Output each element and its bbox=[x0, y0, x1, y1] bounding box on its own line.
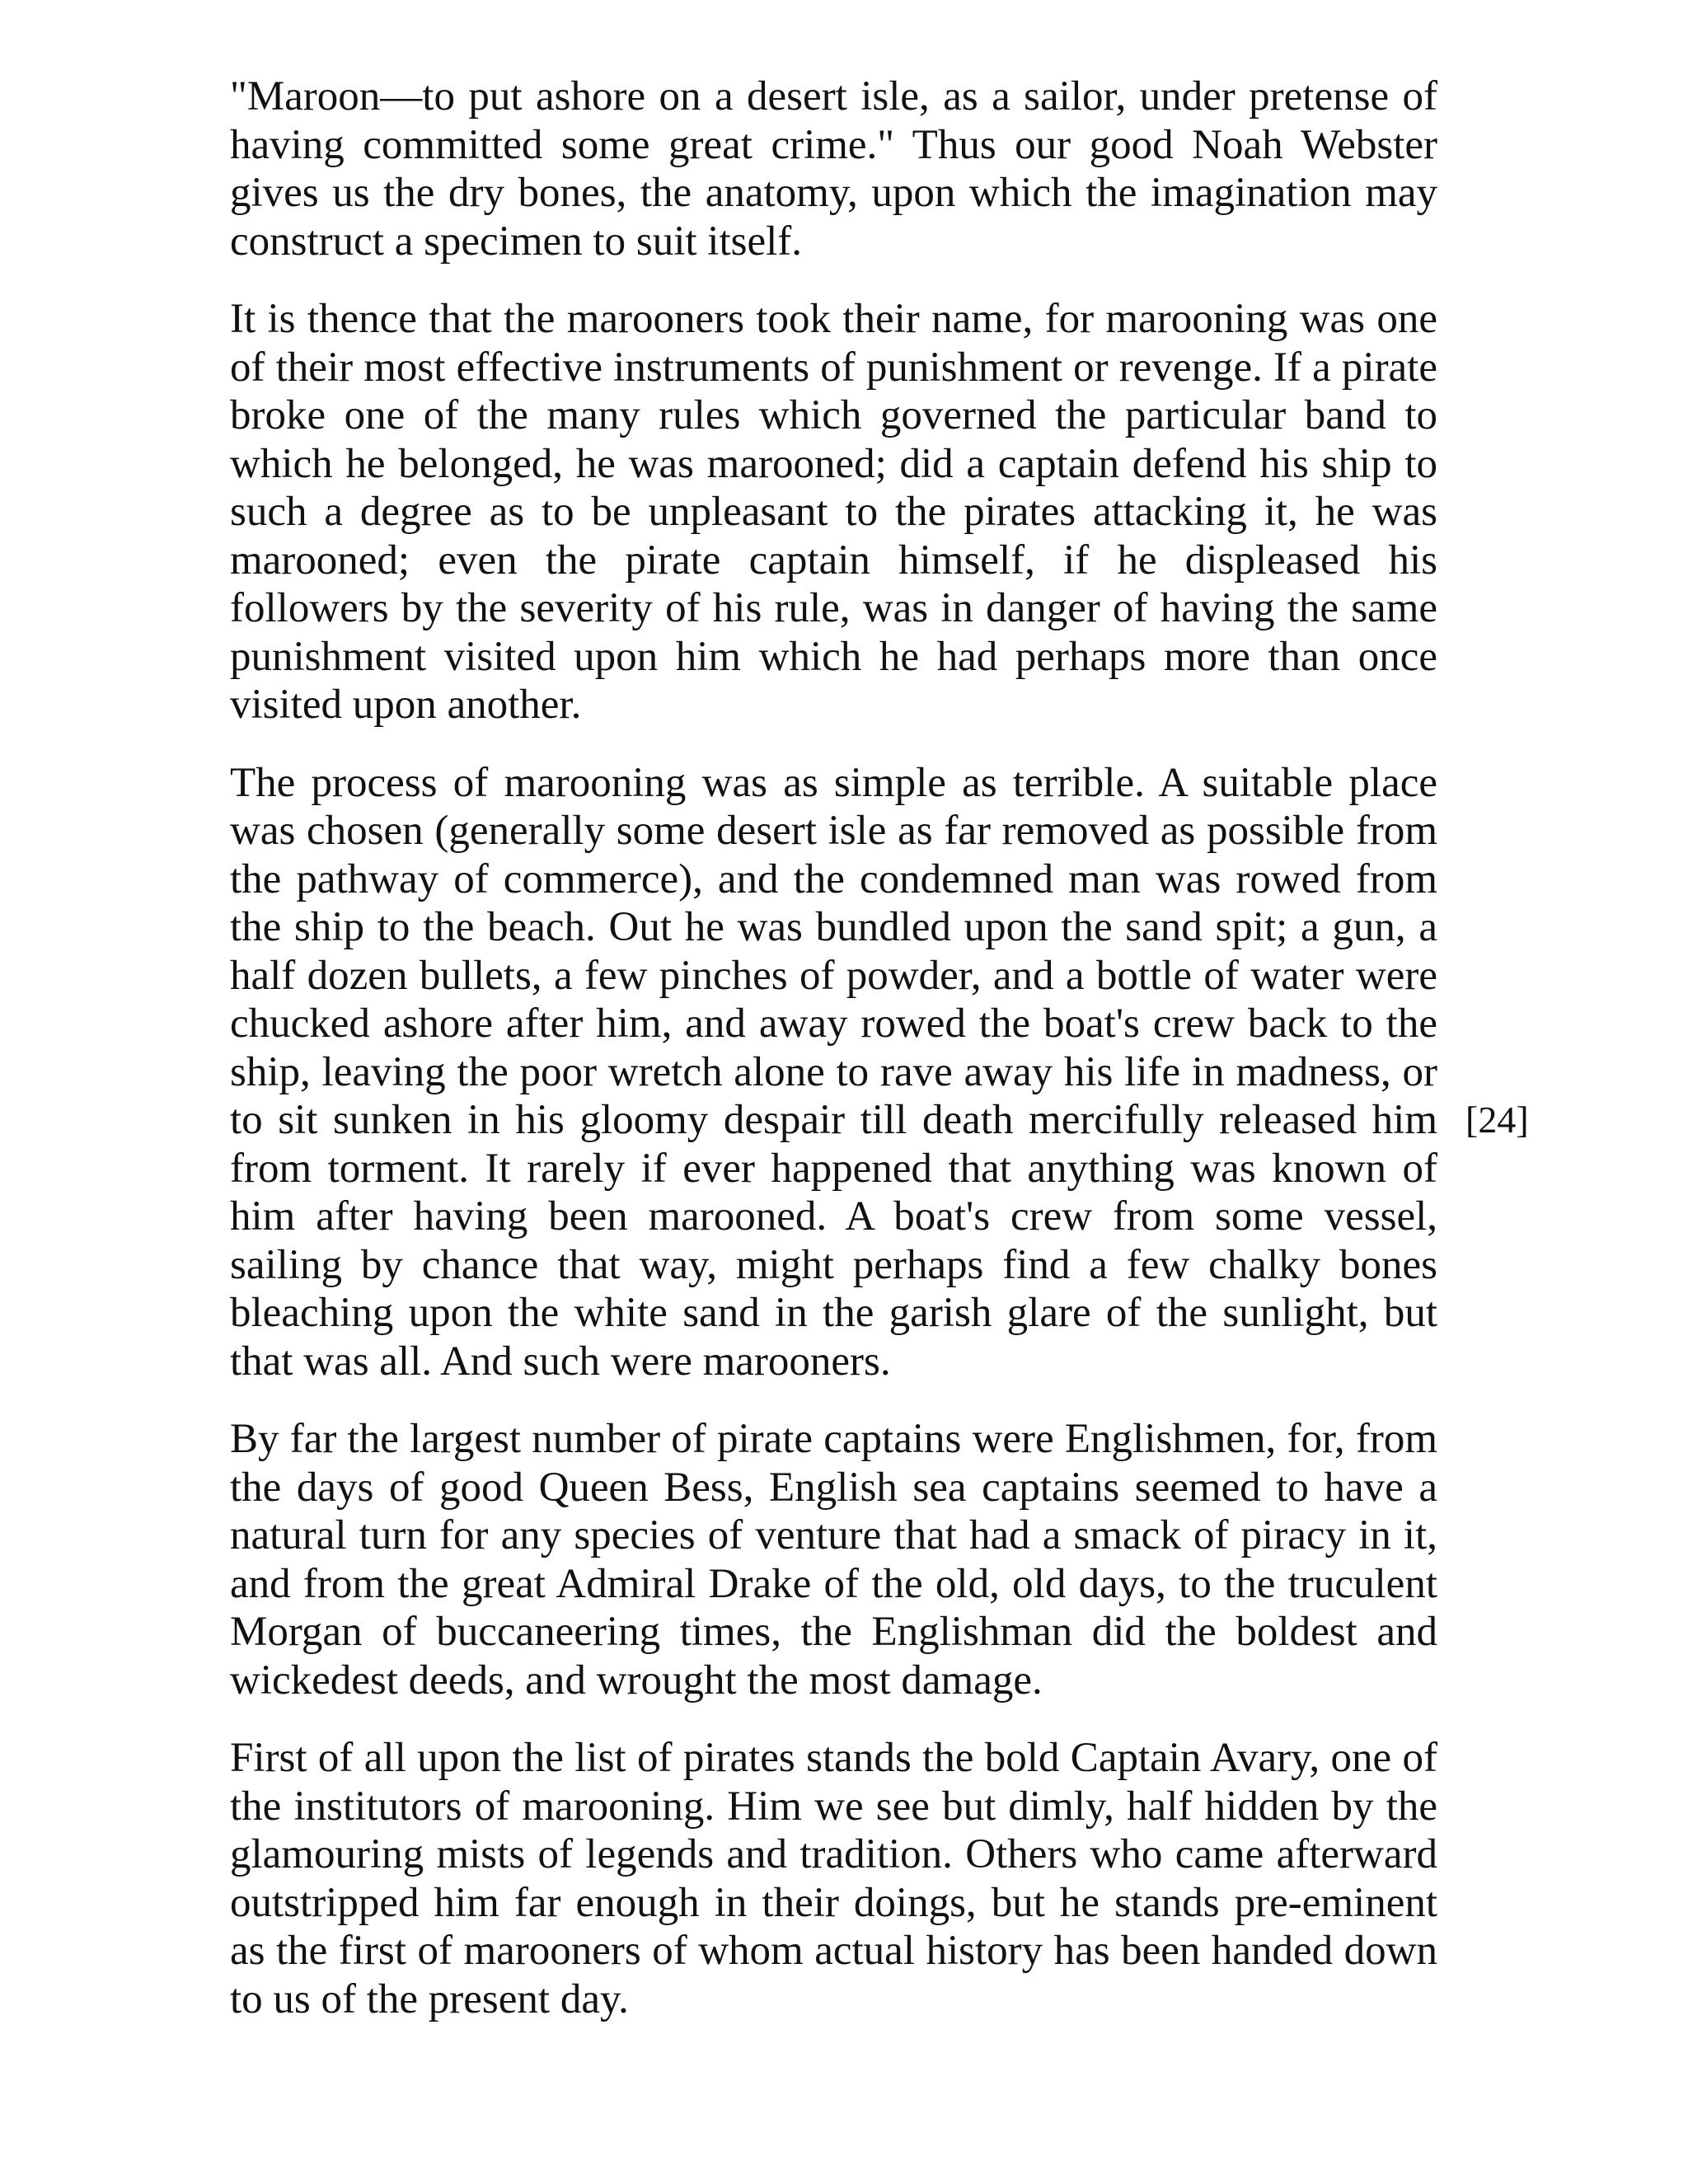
paragraph-marooners-name: It is thence that the marooners took their name, for marooning was one of their most effective instruments of punishment or revenge. If a pirate broke one of the many rules which governed the particular band to which he belonged, he was marooned; did a captain defend his ship to such a degree as to be unpleasant to the pirates attacking it, he was marooned; even the pirate captain himself, if he displeased his followers by the severity of his rule, was in danger of having the same punishment visited upon him which he had perhaps more than once visited upon another. bbox=[230, 296, 1437, 728]
paragraph-captain-avary: First of all upon the list of pirates stands the bold Captain Avary, one of the institutors of marooning. Him we see but dimly, half hidden by the glamouring mists of legends and tradition. Others who came afterward outstripped him far enough in their doings, but he stands pre-eminent as the first of marooners of whom actual history has been handed down to us of the present day. bbox=[230, 1735, 1437, 2022]
paragraph-maroon-definition: "Maroon—to put ashore on a desert isle, as a sailor, under pretense of having committed some great crime." Thus our good Noah Webster gives us the dry bones, the anatomy, upon which the imagination may construct a specimen to suit itself. bbox=[230, 73, 1437, 265]
document-page bbox=[230, 73, 1437, 2053]
paragraph-english-pirates: By far the largest number of pirate captains were Englishmen, for, from the days of good Queen Bess, English sea captains seemed to have a natural turn for any species of venture that had a smack of piracy in it, and from the great Admiral Drake of the old, old days, to the truculent Morgan of buccaneering times, the Englishman did the boldest and wickedest deeds, and wrought the most damage. bbox=[230, 1416, 1437, 1704]
paragraph-marooning-process: The process of marooning was as simple as terrible. A suitable place was chosen (generally some desert isle as far removed as possible from the pathway of commerce), and the condemned man was rowed from the ship to the beach. Out he was bundled upon the sand spit; a gun, a half dozen bullets, a few pinches of powder, and a bottle of water were chucked ashore after him, and away rowed the boat's crew back to the ship, leaving the poor wretch alone to rave away his life in madness, or to sit sunken in his gloomy despair till death mercifully released him from torment. It rarely if ever happened that anything was known of him after having been marooned. A boat's crew from some vessel, sailing by chance that way, might perhaps find a few chalky bones bleaching upon the white sand in the garish glare of the sunlight, but that was all. And such were marooners. bbox=[230, 759, 1437, 1385]
page-number: [24] bbox=[1465, 1099, 1529, 1141]
